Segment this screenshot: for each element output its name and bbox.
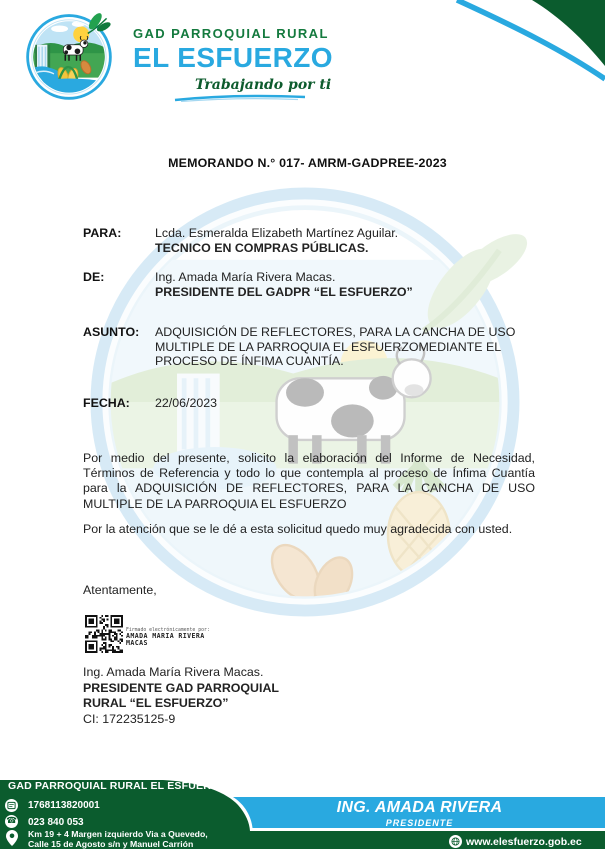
ruc-icon bbox=[5, 799, 18, 812]
footer-president-role: PRESIDENTE bbox=[385, 818, 454, 828]
signer-ci: CI: 172235125-9 bbox=[83, 712, 176, 727]
body-line: MULTIPLE DE LA PARROQUIA EL ESFUERZO bbox=[83, 496, 347, 511]
para-value bbox=[155, 226, 535, 256]
tagline-swoosh bbox=[173, 93, 308, 102]
footer-address-line1: Km 19 + 4 Margen izquierdo Via a Quevedo, bbox=[28, 829, 208, 839]
signer-title-line1: PRESIDENTE GAD PARROQUIAL bbox=[83, 680, 279, 695]
phone-icon: ☎ bbox=[6, 816, 17, 826]
brand-org-name: EL ESFUERZO bbox=[133, 42, 333, 73]
fecha-label: FECHA: bbox=[83, 396, 130, 410]
de-value bbox=[155, 270, 535, 300]
brand-block bbox=[133, 26, 333, 102]
memo-title: MEMORANDO N.° 017- AMRM-GADPREE-2023 bbox=[168, 156, 447, 170]
asunto-label: ASUNTO: bbox=[83, 325, 140, 339]
body-paragraph-2: Por la atención que se le dé a esta solicitud quedo muy agradecida con usted. bbox=[83, 522, 513, 536]
footer-phone: 023 840 053 bbox=[28, 816, 84, 828]
globe-icon bbox=[449, 835, 462, 848]
esign-caption: Firmado electrónicamente por: bbox=[126, 628, 210, 633]
qr-code bbox=[85, 615, 123, 653]
logo-el-esfuerzo bbox=[22, 9, 116, 103]
para-label: PARA: bbox=[83, 226, 122, 240]
footer-address-line2: Calle 15 de Agosto s/n y Manuel Carrión bbox=[28, 838, 194, 849]
para-title: TECNICO EN COMPRAS PÚBLICAS. bbox=[155, 241, 369, 255]
body-paragraph-1 bbox=[83, 451, 535, 512]
esign-text bbox=[126, 628, 210, 647]
asunto-value bbox=[155, 325, 535, 369]
brand-org-type: GAD PARROQUIAL RURAL bbox=[133, 26, 329, 41]
brand-tagline: Trabajando por ti bbox=[195, 77, 332, 93]
asunto-line: ADQUISICIÓN DE REFLECTORES, PARA LA CANCHA DE USO bbox=[155, 325, 516, 339]
de-name: Ing. Amada María Rivera Macas. bbox=[155, 270, 336, 284]
esign-name-line2: MACAS bbox=[126, 639, 148, 648]
closing-line: Atentamente, bbox=[83, 583, 157, 597]
signer-name: Ing. Amada María Rivera Macas. bbox=[83, 665, 264, 679]
signer-title-line2: RURAL “EL ESFUERZO” bbox=[83, 696, 229, 711]
asunto-line: MULTIPLE DE LA PARROQUIA EL ESFUERZOMEDIANTE EL bbox=[155, 339, 502, 354]
footer-org-name: GAD PARROQUIAL RURAL EL ESFUERZO bbox=[8, 780, 226, 792]
footer-website: www.elesfuerzo.gob.ec bbox=[466, 836, 582, 848]
footer-president-name: ING. AMADA RIVERA bbox=[336, 799, 503, 816]
signature-block bbox=[83, 665, 279, 728]
para-name: Lcda. Esmeralda Elizabeth Martínez Aguilar. bbox=[155, 226, 399, 240]
footer-president-banner bbox=[234, 799, 605, 828]
footer-address bbox=[28, 830, 208, 849]
footer-ruc: 1768113820001 bbox=[28, 800, 100, 811]
de-title: PRESIDENTE DEL GADPR “EL ESFUERZO” bbox=[155, 285, 413, 299]
body-line: Por medio del presente, solicito la elaboración del Informe de Necesidad, bbox=[83, 451, 535, 465]
location-pin-icon bbox=[6, 830, 18, 846]
body-line: Términos de Referencia y todo lo que contempla al proceso de Ínfima Cuantía bbox=[83, 466, 535, 481]
fecha-value: 22/06/2023 bbox=[155, 396, 218, 410]
body-line: para la ADQUISICIÓN DE REFLECTORES, PARA LA CANCHA DE USO bbox=[83, 481, 535, 496]
esign-block bbox=[85, 615, 210, 653]
asunto-line: PROCESO DE ÍNFIMA CUANTÍA. bbox=[155, 354, 344, 368]
esign-name-line1: AMADA MARIA RIVERA bbox=[126, 632, 205, 640]
de-label: DE: bbox=[83, 270, 105, 284]
